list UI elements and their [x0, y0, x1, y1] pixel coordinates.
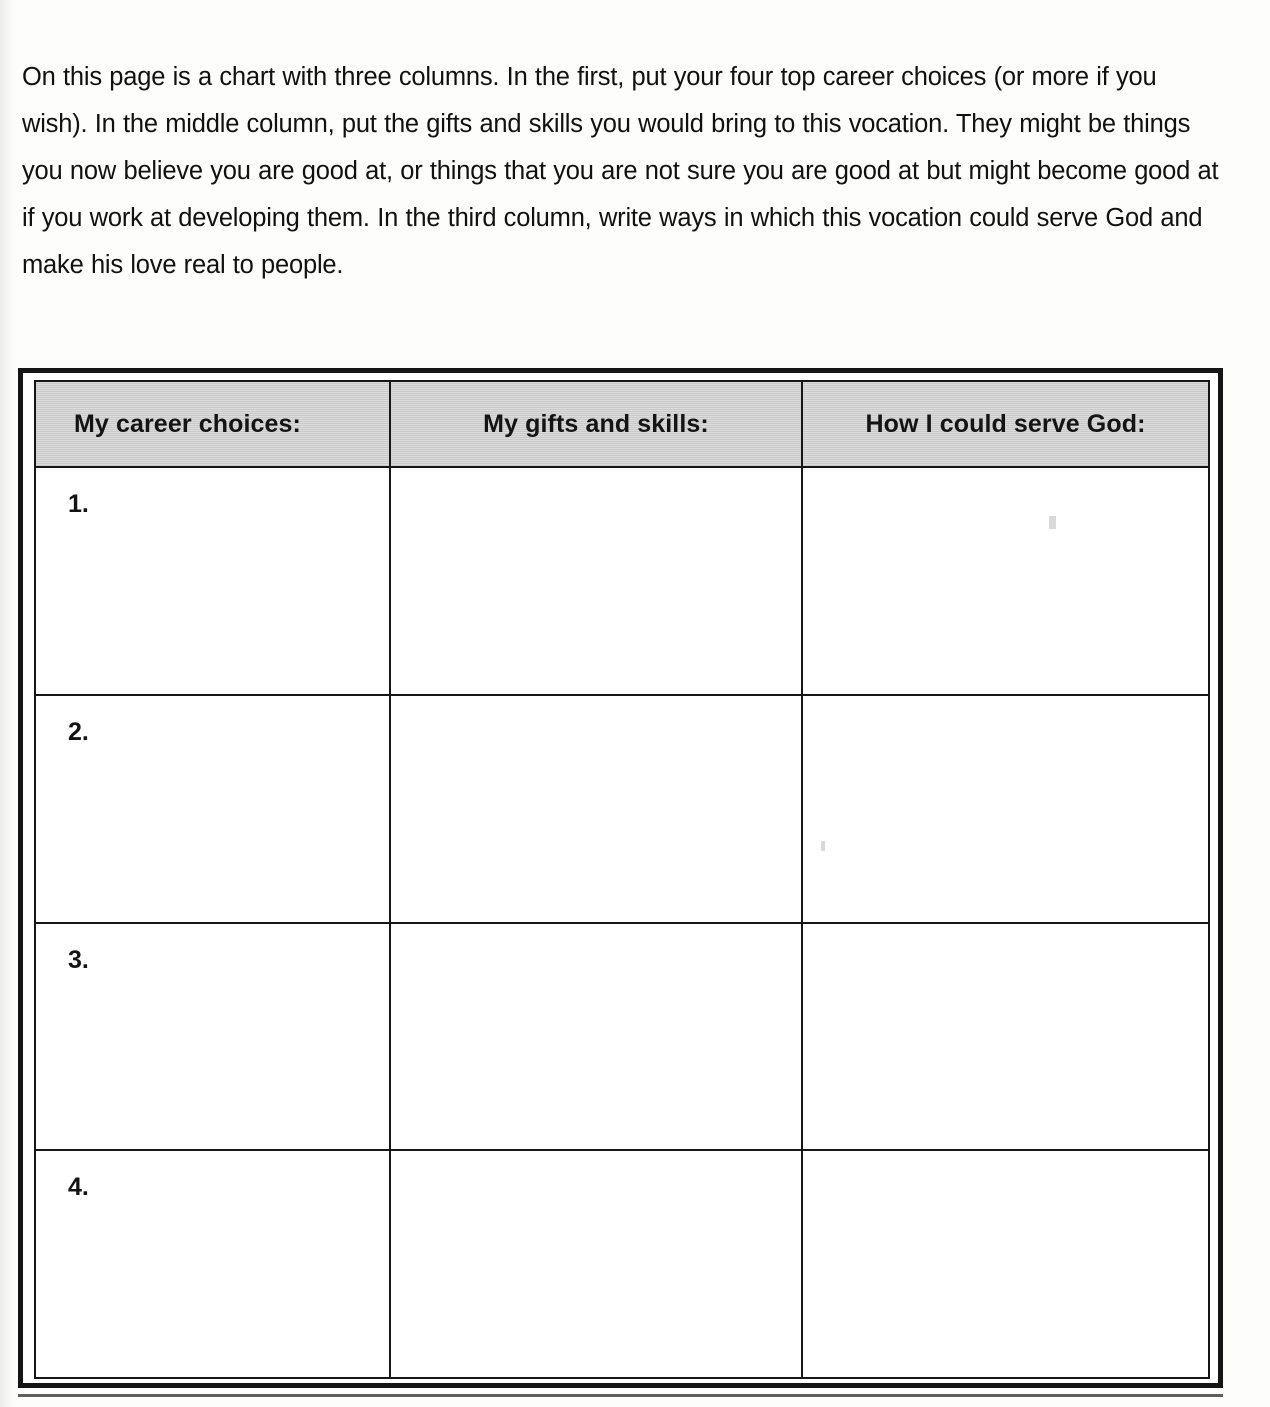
cell-serve-4[interactable] [803, 1151, 1208, 1377]
cell-serve-3[interactable] [803, 924, 1208, 1150]
cell-serve-2[interactable] [803, 696, 1208, 922]
row-number-4: 4. [68, 1173, 89, 1202]
chart-table [34, 380, 1210, 1379]
row-number-3: 3. [68, 945, 89, 974]
page-bottom-rule [18, 1394, 1223, 1397]
table-row [36, 1151, 1208, 1377]
cell-career-4[interactable] [36, 1151, 391, 1377]
scan-speck [821, 841, 825, 851]
career-chart [18, 368, 1223, 1388]
cell-career-3[interactable] [36, 924, 391, 1150]
instructions-paragraph: On this page is a chart with three columns. In the first, put your four top career choices (or more if you wish). In the middle column, put the gifts and skills you would bring to this vocation. They might be things you now believe you are good at, or things that you are not sure you are good at but might become good at if you work at developing them. In the third column, write ways in which this vocation could serve God and make his love real to people. [22, 62, 1219, 279]
cell-gifts-3[interactable] [391, 924, 803, 1150]
table-row [36, 468, 1208, 696]
cell-career-2[interactable] [36, 696, 391, 922]
row-number-2: 2. [68, 717, 89, 746]
column-header-serve-god: How I could serve God: [865, 409, 1146, 438]
scan-speck [1049, 516, 1056, 529]
row-number-1: 1. [68, 490, 89, 518]
table-header-row [36, 382, 1208, 468]
table-row [36, 696, 1208, 924]
scan-edge-shadow [0, 0, 14, 1407]
cell-serve-1[interactable] [803, 468, 1208, 694]
chart-outer-border [18, 368, 1223, 1388]
table-row [36, 924, 1208, 1152]
column-header-gifts-skills: My gifts and skills: [391, 382, 803, 466]
cell-career-1[interactable] [36, 468, 391, 694]
column-header-career-choices: My career choices: [36, 382, 391, 466]
cell-gifts-2[interactable] [391, 696, 803, 922]
cell-gifts-4[interactable] [391, 1151, 803, 1377]
cell-gifts-1[interactable] [391, 468, 803, 694]
